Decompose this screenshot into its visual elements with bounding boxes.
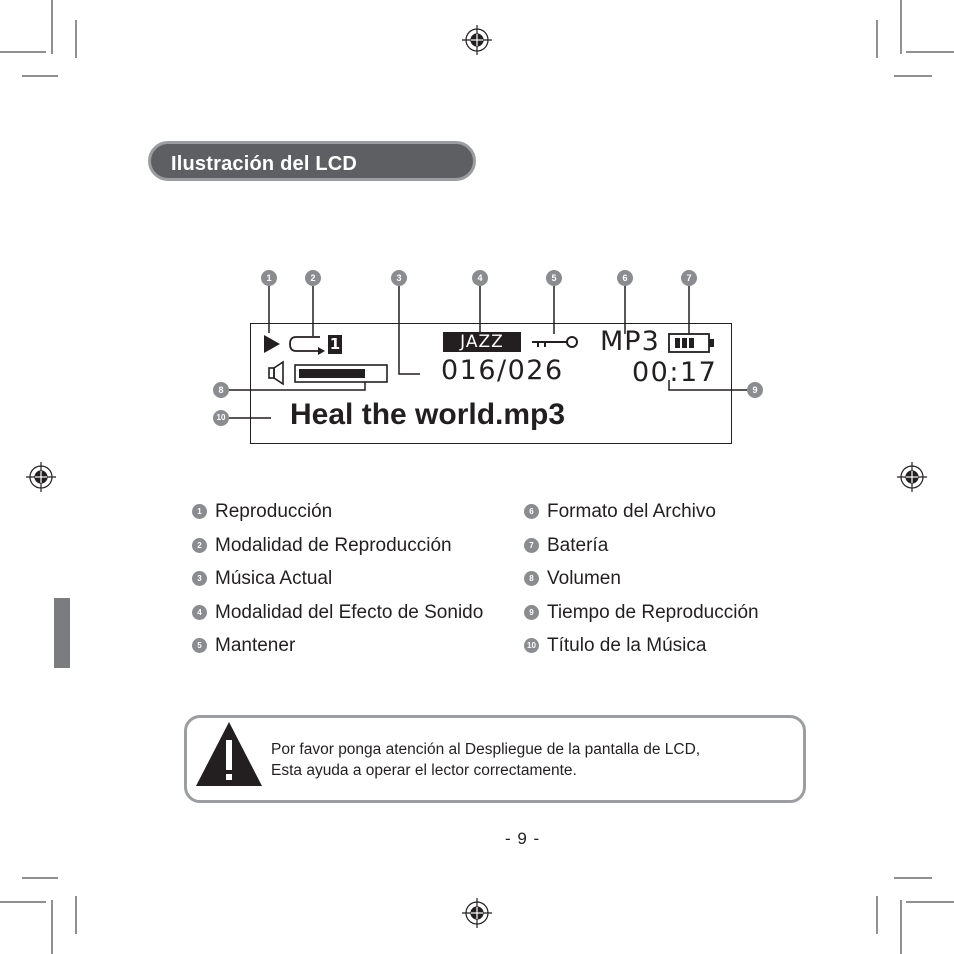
legend-badge-3: 3 xyxy=(192,571,207,586)
legend-item-8 xyxy=(524,568,621,590)
legend-label-8: Volumen xyxy=(547,568,621,589)
song-title: Heal the world.mp3 xyxy=(290,398,566,431)
callout-badge-5: 5 xyxy=(546,270,562,286)
legend-label-10: Título de la Música xyxy=(547,635,707,656)
callout-badge-1: 1 xyxy=(261,270,277,286)
callout-badge-9: 9 xyxy=(747,382,763,398)
legend-label-7: Batería xyxy=(547,535,609,556)
legend-label-3: Música Actual xyxy=(215,568,333,589)
legend-item-5 xyxy=(192,635,295,657)
hold-key-icon xyxy=(532,337,577,347)
warning-line-1: Por favor ponga atención al Despliegue de la pantalla de LCD, xyxy=(271,741,701,758)
legend-label-6: Formato del Archivo xyxy=(547,501,716,522)
legend-item-4 xyxy=(192,602,483,624)
callout-badge-8: 8 xyxy=(213,382,229,398)
legend-label-9: Tiempo de Reproducción xyxy=(547,602,759,623)
repeat-count-text: 1 xyxy=(329,335,341,353)
eq-mode-label: JAZZ xyxy=(443,332,521,352)
legend-badge-7: 7 xyxy=(524,538,539,553)
section-title: Ilustración del LCD xyxy=(171,153,358,175)
legend-label-5: Mantener xyxy=(215,635,296,656)
callout-badge-10: 10 xyxy=(213,410,229,426)
legend-item-1 xyxy=(192,501,332,523)
legend-badge-4: 4 xyxy=(192,605,207,620)
track-counter: 016/026 xyxy=(441,355,564,386)
play-icon xyxy=(264,335,280,353)
legend-badge-2: 2 xyxy=(192,538,207,553)
legend-item-10 xyxy=(524,635,706,657)
callout-badge-4: 4 xyxy=(472,270,488,286)
legend-item-2 xyxy=(192,535,452,557)
legend-item-7 xyxy=(524,535,608,557)
legend-badge-5: 5 xyxy=(192,638,207,653)
legend-item-6 xyxy=(524,501,716,523)
elapsed-time: 00:17 xyxy=(632,357,718,388)
callout-badge-2: 2 xyxy=(305,270,321,286)
volume-bar-fill xyxy=(299,369,365,378)
legend-label-1: Reproducción xyxy=(215,501,333,522)
legend-badge-10: 10 xyxy=(524,638,539,653)
callout-badge-6: 6 xyxy=(617,270,633,286)
legend-item-9 xyxy=(524,602,759,624)
legend-item-3 xyxy=(192,568,332,590)
battery-icon xyxy=(669,334,714,352)
repeat-icon xyxy=(290,337,325,355)
callout-badge-3: 3 xyxy=(391,270,407,286)
legend-badge-6: 6 xyxy=(524,504,539,519)
legend-badge-8: 8 xyxy=(524,571,539,586)
legend-badge-9: 9 xyxy=(524,605,539,620)
file-format-label: MP3 xyxy=(600,326,660,357)
legend-badge-1: 1 xyxy=(192,504,207,519)
warning-text xyxy=(271,739,700,781)
warning-line-2: Esta ayuda a operar el lector correctamente. xyxy=(271,762,577,779)
legend-label-2: Modalidad de Reproducción xyxy=(215,535,452,556)
speaker-icon xyxy=(269,362,283,384)
page-number: - 9 - xyxy=(505,829,541,848)
callout-badge-7: 7 xyxy=(681,270,697,286)
legend-label-4: Modalidad del Efecto de Sonido xyxy=(215,602,484,623)
